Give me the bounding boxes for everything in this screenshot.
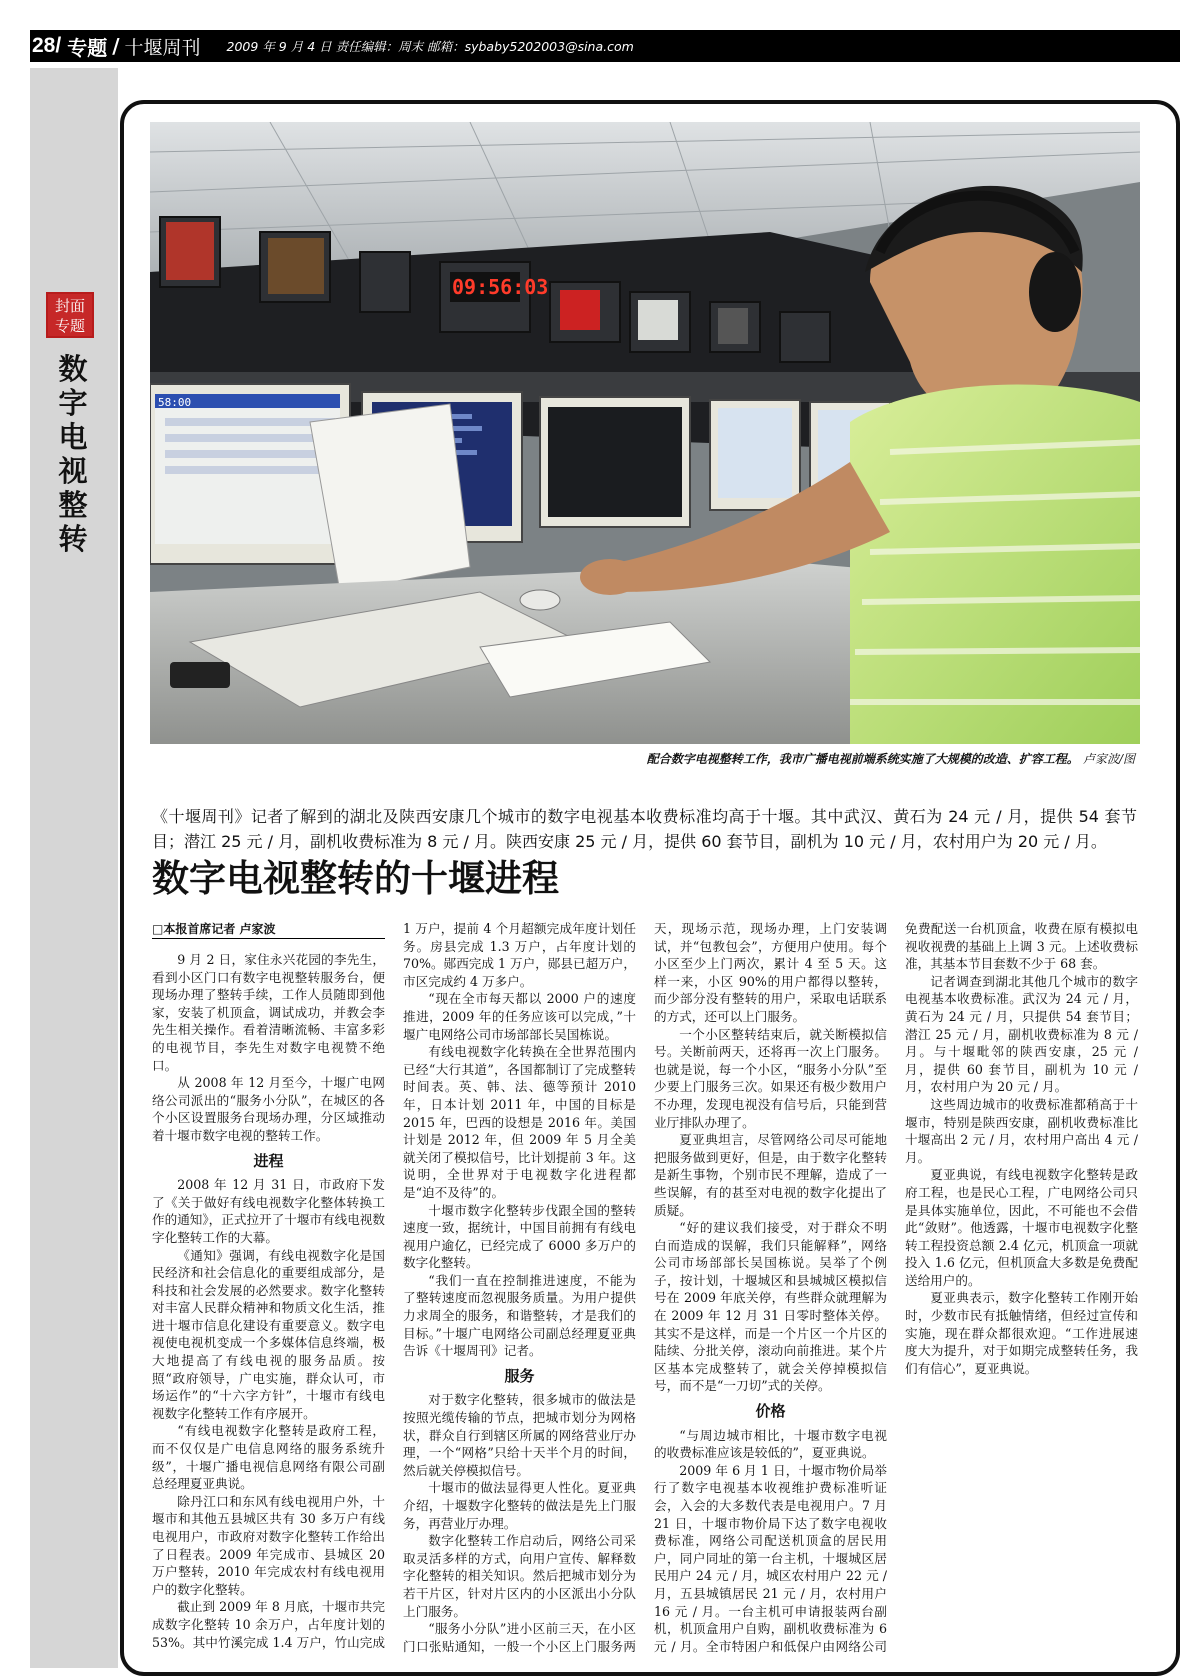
body-paragraph: “与周边城市相比，十堰市数字电视的收费标准应该是较低的”，夏亚典说。 [654,1427,887,1461]
caption-text: 配合数字电视整转工作，我市广播电视前端系统实施了大规模的改造、扩容工程。 [646,752,1079,766]
article-body [152,920,1138,1660]
body-paragraph: 截止到 2009 年 8 月底，十堰市共完成数字化整转 10 余万户，占年度计划的 53%。其中竹溪完成 1.4 万户，竹山完成 1 万户，提前 4 个月超额完成年度计划任务。房县完成 1.3 万户，占年度计划的 70%。郧西完成 1 万户，郧县已超万户，市区完成约 4 万多户。 [152,921,636,1650]
photo-caption [150,750,1135,767]
body-paragraph: 这些周边城市的收费标准都稍高于十堰市，特别是陕西安康，副机收费标准比十堰高出 2 元 / 月，农村用户高出 4 元 / 月。 [905,1096,1138,1165]
body-paragraph: 十堰市数字化整转步伐跟全国的整转速度一致，据统计，中国目前拥有有线电视用户逾亿，已经完成了 6000 多万户的数字化整转。 [403,1202,636,1271]
photo-illustration [150,122,1140,744]
body-paragraph: 除丹江口和东风有线电视用户外，十堰市和其他五县城区共有 30 多万户有线电视用户，市政府对数字化整转工作给出了日程表。2009 年完成市、县城区 20 万户整转，2010 年完成农村有线电视用户的数字化整转。 [152,1493,385,1597]
header-divider: / [112,34,120,58]
photo-credit: 卢家波/图 [1082,752,1135,766]
body-paragraph: 夏亚典表示，数字化整转工作刚开始时，少数市民有抵触情绪，但经过宣传和实施，现在群众都很欢迎。“工作进展速度大为提升，对于如期完成整转任务，我们有信心”，夏亚典说。 [905,1290,1138,1376]
body-paragraph: 2008 年 12 月 31 日，市政府下发了《关于做好有线电视数字化整体转换工作的通知》，正式拉开了十堰市有线电视数字化整转工作的大幕。 [152,1177,385,1245]
body-paragraph: 2009 年 6 月 1 日，十堰市物价局举行了数字电视基本收视维护费标准听证会，入会的大多数代表是电视用户。7 月 21 日，十堰市物价局下达了数字电视收费标准，网络公司配送机顶盒的居民用户，同户同址的第一台主机，十堰城区居民用户 24 元 / 月，城区农村用户 22 元 / 月，五县城镇居民 21 元 / 月，农村用户 16 元 / 月。一台主机可申请报装两台副机，机顶盒用户自购，副机收费标准为 6 元 / 月。全市特困户和低保户由网络公司免费配送一台机顶盒，收费在原有模拟电视收视费的基础上上调 3 元。上述收费标准，其基本节目套数不少于 68 套。 [654,921,1138,1654]
issue-meta: 2009 年 9 月 4 日 责任编辑：周末 邮箱：sybaby5202003@sina.com [226,39,634,54]
subheading-progress: 进程 [253,1151,284,1170]
badge-text: 封面专题 [54,297,85,335]
vertical-section-title: 数字电视整转 [58,352,88,556]
body-paragraph: 夏亚典说，有线电视数字化整转是政府工程，也是民心工程，广电网络公司只是具体实施单位，因此，不可能也不会借此“敛财”。他透露，十堰市电视数字化整转工程投资总额 2.4 亿元，机顶盒一项就投入 1.6 亿元，但机顶盒大多数是免费配送给用户的。 [905,1167,1138,1288]
body-paragraph: 十堰市的做法显得更人性化。夏亚典介绍，十堰数字化整转的做法是先上门服务，再营业厅办理。 [403,1480,636,1531]
body-paragraph: 记者调查到湖北其他几个城市的数字电视基本收费标准。武汉为 24 元 / 月，黄石为 24 元 / 月，只提供 54 套节目；潜江 25 元 / 月，副机收费标准为 8 元 / 月。与十堰毗邻的陕西安康，25 元 / 月，提供 60 套节目，副机为 10 元 / 月，农村用户为 20 元 / 月。 [905,973,1138,1095]
body-paragraph: 对于数字化整转，很多城市的做法是按照光缆传输的节点，把城市划分为网格状，群众自行到辖区所属的网络营业厅办理，一个“网格”只给十天半个月的时间，然后就关停模拟信号。 [403,1392,636,1478]
section-label: 专题 [67,35,108,60]
body-paragraph: “好的建议我们接受，对于群众不明白而造成的误解，我们只能解释”，网络公司市场部部长吴国栋说。吴举了个例子，按计划，十堰城区和县城城区模拟信号在 2009 年底关停，有些群众就理解为在 2009 年 12 月 31 日零时整体关停。其实不是这样，而是一个片区一个片区的陆续、分批关停，滚动向前推进。某个片区基本完成整转了，就会关停掉模拟信号，而不是“一刀切”式的关停。 [654,1220,887,1394]
body-paragraph: “现在全市每天都以 2000 户的速度推进，2009 年的任务应该可以完成，”十堰广电网络公司市场部部长吴国栋说。 [403,991,636,1042]
monitor-time-readout: 58:00 [158,396,192,409]
body-paragraph: 有线电视数字化转换在全世界范围内已经“大行其道”，各国都制订了完成整转时间表。英、韩、法、德等预计 2010 年，日本计划 2011 年，中国的目标是 2015 年，巴西的设想是 2016 年。美国计划是 2012 年，但 2009 年 5 月全美就关闭了模拟信号，比计划提前 3 年。这说明，全世界对于电视数字化进程都是“迫不及待”的。 [403,1044,636,1200]
subheading-price: 价格 [755,1402,786,1421]
article-headline: 数字电视整转的十堰进程 [152,856,559,900]
page-number: 28/ [32,34,62,57]
byline: □本报首席记者 卢家波 [152,920,385,939]
body-paragraph: 数字化整转工作启动后，网络公司采取灵活多样的方式，向用户宣传、解释数字化整转的相关知识。然后把城市划分为若干片区，针对片区内的小区派出小分队上门服务。 [403,1533,636,1619]
body-paragraph: 一个小区整转结束后，就关断模拟信号。关断前两天，还将再一次上门服务。也就是说，每一个小区，“服务小分队”至少要上门服务三次。如果还有极少数用户不办理，发现电视没有信号后，只能到营业厅排队办理了。 [654,1026,887,1130]
control-room-photo [150,122,1140,744]
article-deck: 《十堰周刊》记者了解到的湖北及陕西安康几个城市的数字电视基本收费标准均高于十堰。其中武汉、黄石为 24 元 / 月，提供 54 套节目；潜江 25 元 / 月，副机收费标准为 8 元 / 月。陕西安康 25 元 / 月，提供 60 套节目，副机为 10 元 / 月，农村用户为 20 元 / 月。 [152,807,1137,851]
body-paragraph: 夏亚典坦言，尽管网络公司尽可能地把服务做到更好，但是，由于数字化整转是新生事物，个别市民不理解，造成了一些误解，有的甚至对电视的数字化提出了质疑。 [654,1132,887,1218]
body-paragraph: 《通知》强调，有线电视数字化是国民经济和社会信息化的重要组成部分，是科技和社会发展的必然要求。数字化整转对丰富人民群众精神和物质文化生活，推进十堰市信息化建设有重要意义。数字电视使电视机变成一个多媒体信息终端，极大地提高了有线电视的服务品质。按照“政府领导，广电实施，群众认可，市场运作”的“十六字方针”，十堰市有线电视数字化整转工作有序展开。 [152,1247,385,1421]
body-paragraph: 从 2008 年 12 月至今，十堰广电网络公司派出的“服务小分队”，在城区的各个小区设置服务台现场办理，分区域推动着十堰市数字电视的整转工作。 [152,1075,385,1143]
page-header-bar [30,30,1180,62]
publication-name: 十堰周刊 [124,36,201,59]
body-paragraph: “服务小分队”进小区前三天，在小区门口张贴通知，一般一个小区上门服务两天，现场示范，现场办理，上门安装调试，并“包教包会”，方便用户使用。每个小区至少上门两次，累计 4 至 5 天。这样一来，小区 90%的用户都得以整转，而少部分没有整转的用户，采取电话联系的方式，还可以上门服务。 [403,921,887,1654]
body-paragraph: 9 月 2 日，家住永兴花园的李先生，看到小区门口有数字电视整转服务台，便现场办理了整转手续，工作人员随即到他家，安装了机顶盒，调试成功，并教会李先生相关操作。看着清晰流畅、丰富多彩的电视节目，李先生对数字电视赞不绝口。 [152,952,385,1073]
body-paragraph: “我们一直在控制推进速度，不能为了整转速度而忽视服务质量。为用户提供力求周全的服务，和谐整转，才是我们的目标。”十堰广电网络公司副总经理夏亚典告诉《十堰周刊》记者。 [403,1272,636,1359]
subheading-service: 服务 [504,1366,535,1385]
body-paragraph: “有线电视数字化整转是政府工程，而不仅仅是广电信息网络的服务系统升级”，十堰广播电视信息网络有限公司副总经理夏亚典说。 [152,1423,385,1492]
studio-clock: 09:56:03 [452,275,549,299]
cover-topic-badge [46,292,94,338]
intro-paragraphs [152,951,385,1145]
